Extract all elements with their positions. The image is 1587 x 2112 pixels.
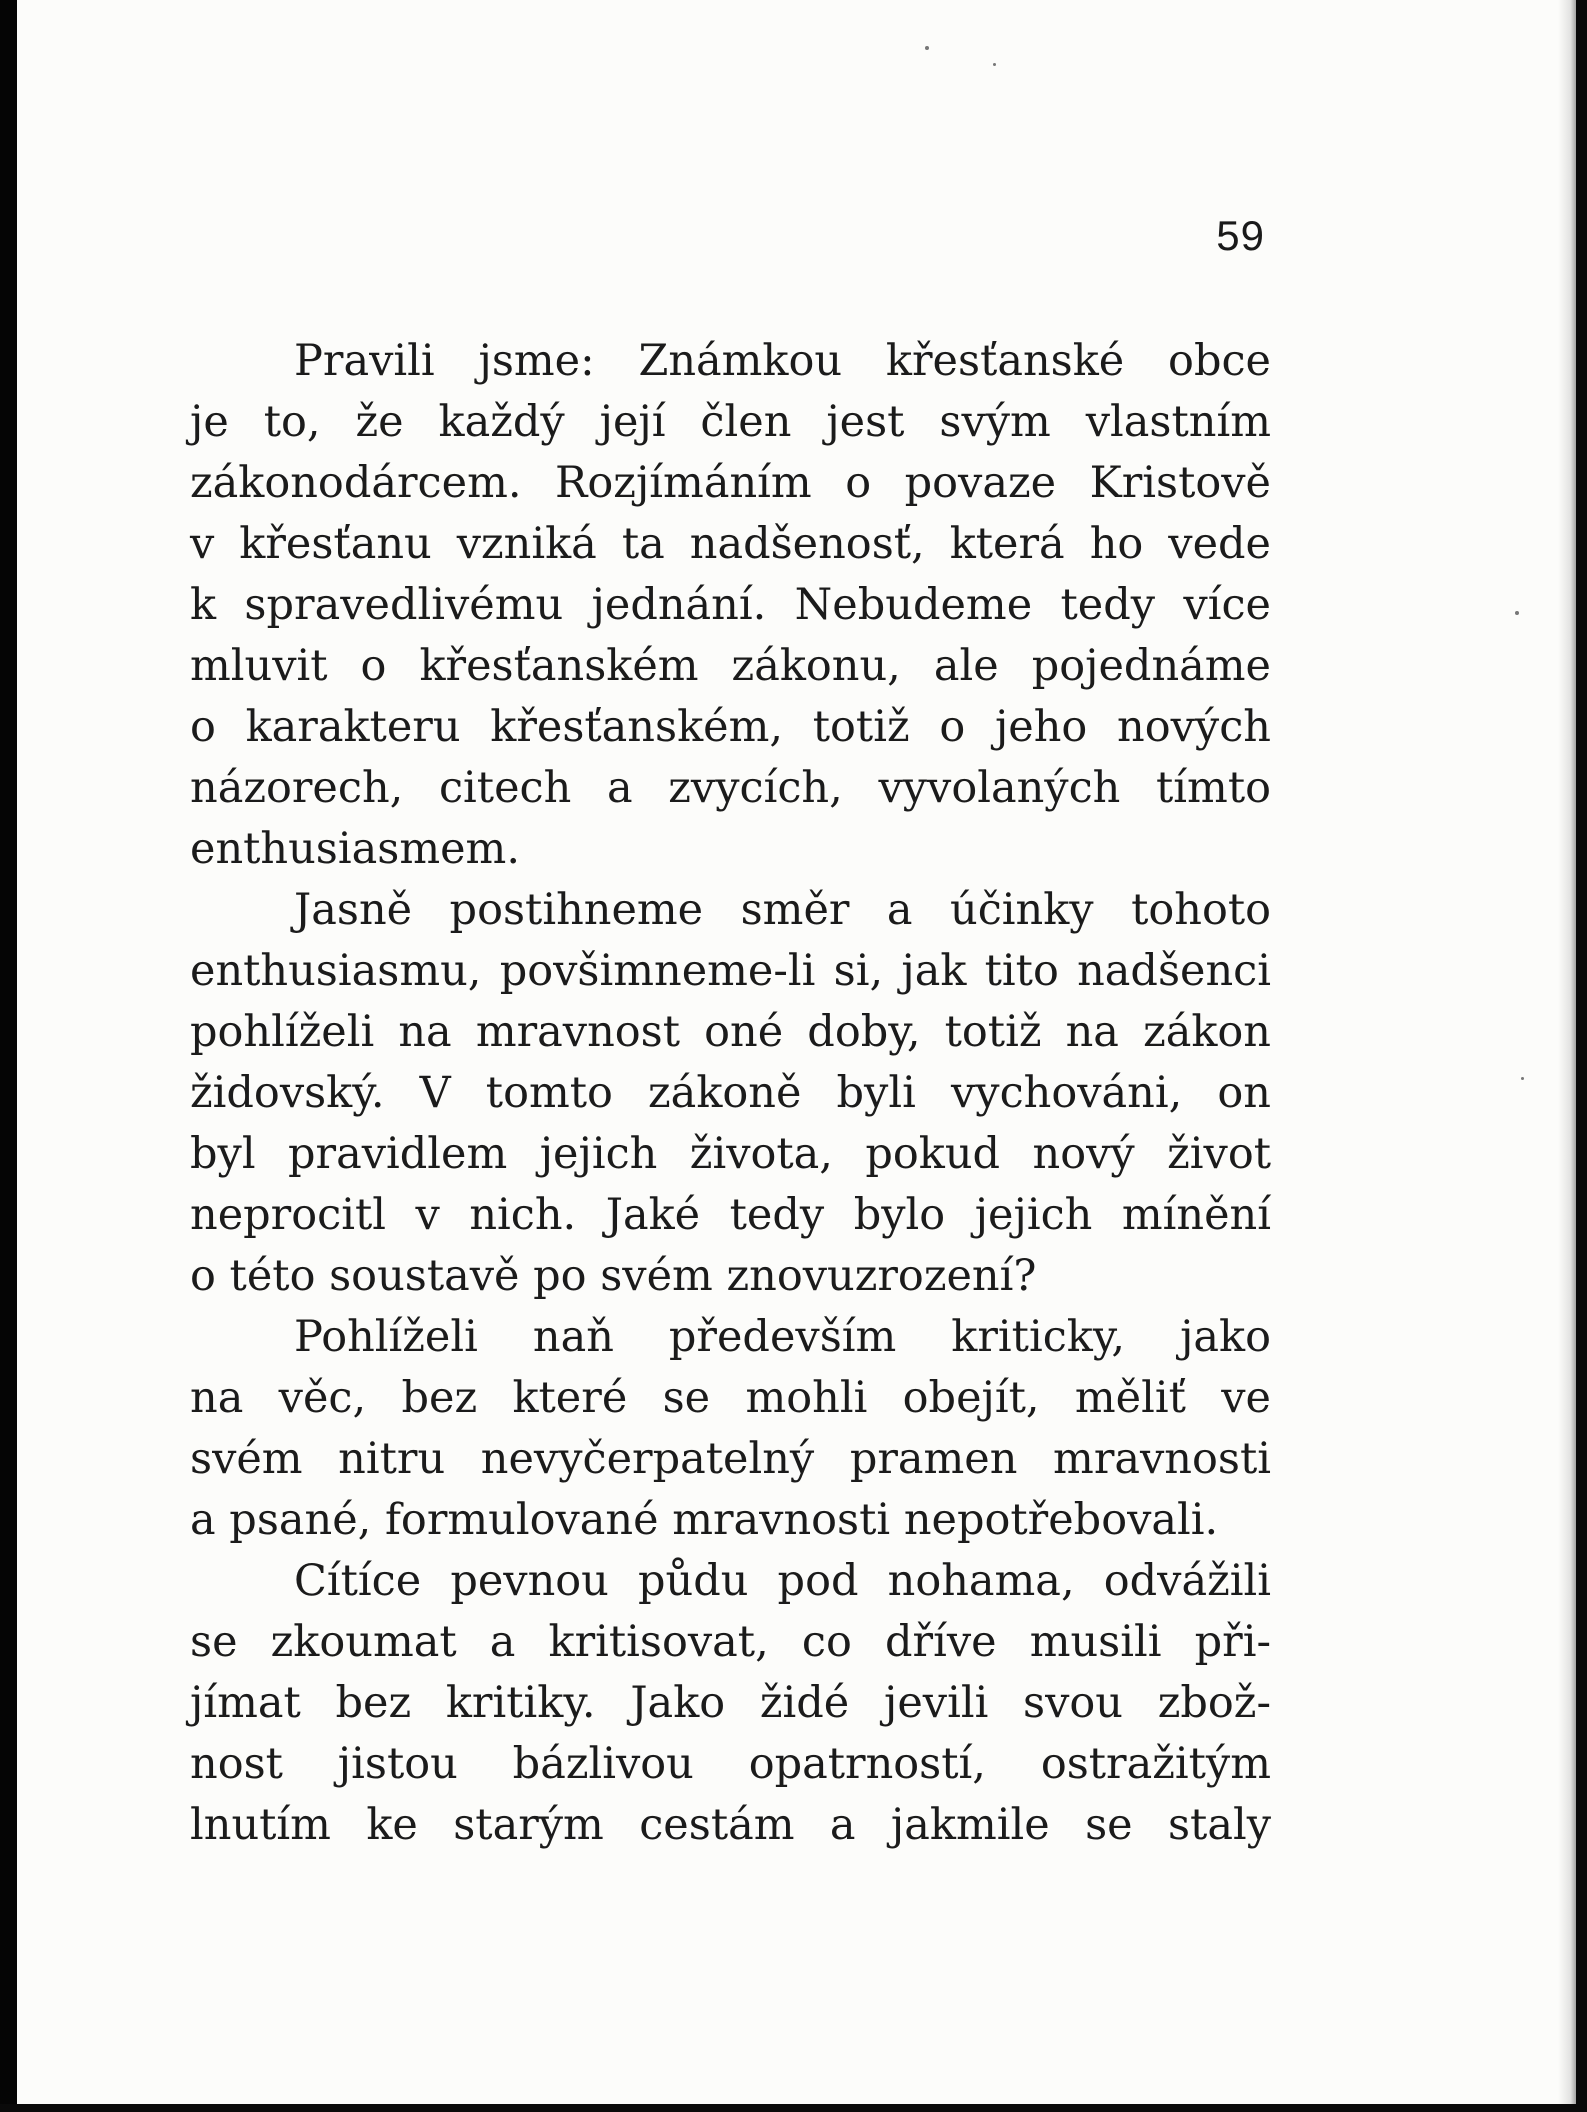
paragraph-1	[190, 331, 1271, 880]
paragraph-2	[190, 880, 1271, 1307]
text-line: židovský. V tomto zákoně byli vychováni, on	[190, 1068, 1271, 1118]
text-line: o této soustavě po svém znovuzrození?	[190, 1251, 1037, 1301]
scan-speck	[1515, 611, 1519, 615]
paragraph-3	[190, 1307, 1271, 1551]
text-line: zákonodárcem. Rozjímáním o povaze Kristově	[190, 458, 1271, 508]
text-line: pohlíželi na mravnost oné doby, totiž na zákon	[190, 1007, 1271, 1057]
text-line: Cítíce pevnou půdu pod nohama, odvážili	[294, 1556, 1271, 1606]
text-line: se zkoumat a kritisovat, co dříve musili při-	[190, 1617, 1271, 1667]
text-line: na věc, bez které se mohli obejít, měliť ve	[190, 1373, 1271, 1423]
scan-edge-shadow	[1558, 0, 1576, 2112]
text-line: Pravili jsme: Známkou křesťanské obce	[294, 336, 1271, 386]
text-line: a psané, formulované mravnosti nepotřebovali.	[190, 1495, 1219, 1545]
text-line: enthusiasmem.	[190, 824, 520, 874]
text-line: o karakteru křesťanském, totiž o jeho nových	[190, 702, 1271, 752]
text-line: neprocitl v nich. Jaké tedy bylo jejich mínění	[190, 1190, 1271, 1240]
scan-edge-bottom	[0, 2104, 1587, 2112]
text-line: Jasně postihneme směr a účinky tohoto	[294, 885, 1271, 935]
scan-speck	[925, 46, 929, 50]
text-line: mluvit o křesťanském zákonu, ale pojednáme	[190, 641, 1271, 691]
text-line: jímat bez kritiky. Jako židé jevili svou zbož-	[190, 1678, 1271, 1728]
text-line: názorech, citech a zvycích, vyvolaných tímto	[190, 763, 1271, 813]
scan-edge-right	[1576, 0, 1587, 2112]
page-number: 59	[1216, 212, 1265, 259]
text-line: svém nitru nevyčerpatelný pramen mravnosti	[190, 1434, 1271, 1484]
text-line: v křesťanu vzniká ta nadšenosť, která ho vede	[190, 519, 1271, 569]
scan-edge-left	[0, 0, 17, 2112]
paragraph-4	[190, 1551, 1271, 1856]
text-line: k spravedlivému jednání. Nebudeme tedy více	[190, 580, 1271, 630]
text-line: je to, že každý její člen jest svým vlastním	[190, 397, 1271, 447]
scan-speck	[1521, 1077, 1524, 1080]
scan-speck	[993, 63, 996, 66]
text-line: nost jistou bázlivou opatrností, ostražitým	[190, 1739, 1271, 1789]
text-line: lnutím ke starým cestám a jakmile se staly	[190, 1800, 1271, 1850]
text-line: byl pravidlem jejich života, pokud nový život	[190, 1129, 1271, 1179]
text-line: enthusiasmu, povšimneme-li si, jak tito nadšenci	[190, 946, 1271, 996]
body-text	[190, 331, 1271, 1856]
text-line: Pohlíželi naň především kriticky, jako	[294, 1312, 1271, 1362]
